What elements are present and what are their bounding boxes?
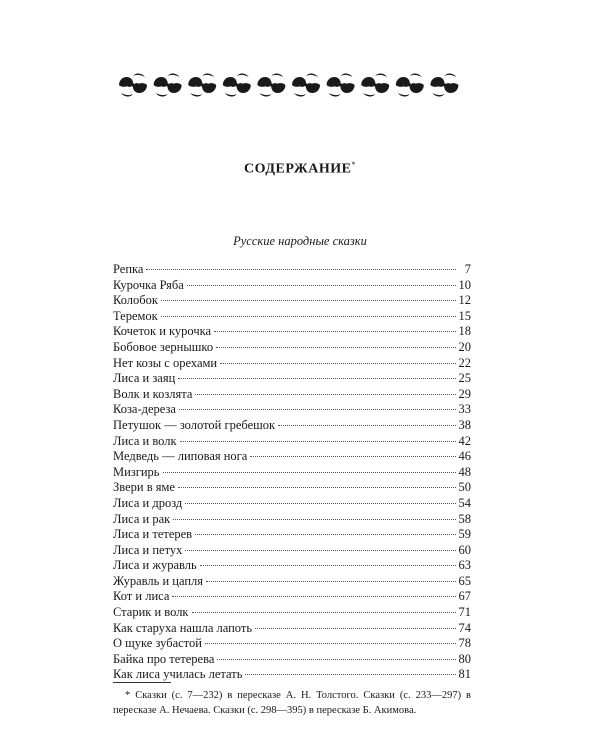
toc-entry-title: Лиса и петух (113, 542, 183, 557)
ornament-motif (396, 74, 424, 97)
toc-entry (113, 496, 471, 512)
toc-entry-title: Старик и волк (113, 605, 189, 620)
toc-entry (113, 340, 471, 356)
toc-entry-title: Лиса и рак (113, 511, 171, 526)
toc-leader-dots (179, 409, 456, 410)
footnote-separator (113, 682, 171, 683)
table-of-contents (113, 262, 471, 683)
toc-entry-title: Мизгирь (113, 464, 160, 479)
toc-entry-page: 48 (458, 464, 471, 479)
toc-leader-dots (146, 269, 456, 270)
ornament-motif (430, 74, 458, 97)
toc-entry-page: 12 (458, 293, 471, 308)
heading-text: СОДЕРЖАНИЕ (244, 161, 352, 177)
ornament-motif (119, 74, 147, 97)
toc-entry-page: 58 (458, 511, 471, 526)
toc-entry-title: Лиса и заяц (113, 371, 176, 386)
toc-entry (113, 589, 471, 605)
toc-entry (113, 605, 471, 621)
toc-leader-dots (173, 519, 455, 520)
toc-entry-title: Медведь — липовая нога (113, 449, 248, 464)
toc-entry-page: 74 (458, 620, 471, 635)
toc-entry-title: Петушок — золотой гребешок (113, 417, 276, 432)
toc-entry-page: 20 (458, 339, 471, 354)
toc-entry (113, 652, 471, 668)
toc-entry (113, 356, 471, 372)
toc-entry-page: 63 (458, 558, 471, 573)
toc-entry-page: 80 (458, 651, 471, 666)
toc-entry (113, 480, 471, 496)
toc-leader-dots (214, 331, 455, 332)
toc-entry-page: 33 (458, 402, 471, 417)
toc-entry-page: 59 (458, 527, 471, 542)
toc-entry (113, 621, 471, 637)
toc-entry-title: Бобовое зернышко (113, 339, 214, 354)
toc-leader-dots (220, 363, 455, 364)
ornament-motif (188, 74, 216, 97)
toc-entry-title: Кочеток и курочка (113, 324, 212, 339)
toc-leader-dots (185, 550, 455, 551)
toc-entry (113, 262, 471, 278)
section-title: Русские народные сказки (233, 234, 367, 248)
heading-footnote-mark: * (351, 160, 356, 169)
toc-entry (113, 636, 471, 652)
toc-leader-dots (163, 472, 456, 473)
toc-leader-dots (250, 456, 455, 457)
toc-entry-page: 78 (458, 636, 471, 651)
ornament-motif (257, 74, 285, 97)
toc-entry (113, 402, 471, 418)
toc-entry (113, 434, 471, 450)
toc-entry-title: Байка про тетерева (113, 651, 215, 666)
toc-leader-dots (206, 581, 455, 582)
toc-entry-title: Курочка Ряба (113, 277, 184, 292)
toc-leader-dots (205, 643, 456, 644)
ornament-motif (154, 74, 182, 97)
toc-leader-dots (216, 347, 455, 348)
toc-entry-title: О щуке зубастой (113, 636, 202, 651)
toc-entry-page: 7 (464, 262, 471, 276)
toc-entry (113, 574, 471, 590)
ornament-motif (327, 74, 355, 97)
toc-entry-page: 65 (458, 573, 471, 588)
toc-entry-title: Кот и лиса (113, 589, 170, 604)
toc-entry (113, 293, 471, 309)
toc-leader-dots (180, 441, 456, 442)
toc-entry (113, 278, 471, 294)
toc-entry-title: Лиса и журавль (113, 558, 197, 573)
toc-entry-page: 10 (458, 277, 471, 292)
toc-leader-dots (178, 378, 455, 379)
toc-entry-page: 50 (458, 480, 471, 495)
toc-leader-dots (195, 534, 455, 535)
toc-entry-title: Звери в яме (113, 480, 175, 495)
toc-entry-title: Нет козы с орехами (113, 355, 218, 370)
toc-entry (113, 527, 471, 543)
ornament-motif (361, 74, 389, 97)
toc-leader-dots (172, 596, 455, 597)
toc-leader-dots (278, 425, 455, 426)
toc-entry-title: Колобок (113, 293, 158, 308)
toc-leader-dots (161, 300, 456, 301)
toc-entry-title: Репка (113, 262, 144, 276)
toc-leader-dots (195, 394, 455, 395)
toc-entry (113, 512, 471, 528)
toc-leader-dots (192, 612, 456, 613)
decorative-ornament-band (113, 71, 465, 99)
toc-entry-page: 71 (458, 605, 471, 620)
toc-entry-page: 54 (458, 495, 471, 510)
toc-entry (113, 543, 471, 559)
toc-entry (113, 324, 471, 340)
toc-leader-dots (255, 628, 455, 629)
toc-entry-title: Лиса и волк (113, 433, 177, 448)
toc-entry-page: 29 (458, 386, 471, 401)
toc-entry (113, 667, 471, 683)
toc-entry-page: 67 (458, 589, 471, 604)
toc-entry-title: Как старуха нашла лапоть (113, 620, 253, 635)
toc-leader-dots (187, 285, 456, 286)
toc-entry-page: 15 (458, 308, 471, 323)
toc-entry (113, 418, 471, 434)
toc-entry-title: Журавль и цапля (113, 573, 204, 588)
toc-leader-dots (217, 659, 455, 660)
toc-leader-dots (185, 503, 455, 504)
toc-entry-page: 18 (458, 324, 471, 339)
footnote: * Сказки (с. 7—232) в пересказе А. Н. Толстого. Сказки (с. 233—297) в пересказе А. Нечаева. Сказки (с. 298—395) в пересказе Б. Акимова. (113, 690, 471, 716)
toc-entry (113, 309, 471, 325)
toc-entry-title: Лиса и тетерев (113, 527, 193, 542)
toc-entry-title: Волк и козлята (113, 386, 193, 401)
toc-entry-title: Как лиса училась летать (113, 667, 243, 682)
toc-entry-page: 42 (458, 433, 471, 448)
page-heading (0, 160, 600, 178)
toc-leader-dots (178, 487, 456, 488)
toc-entry-page: 25 (458, 371, 471, 386)
toc-leader-dots (245, 674, 455, 675)
toc-entry (113, 449, 471, 465)
toc-entry-page: 22 (458, 355, 471, 370)
toc-entry-page: 38 (458, 417, 471, 432)
toc-entry-title: Теремок (113, 308, 158, 323)
toc-leader-dots (200, 565, 456, 566)
toc-entry (113, 371, 471, 387)
ornament-motif (223, 74, 251, 97)
toc-entry-page: 81 (458, 667, 471, 682)
toc-entry-page: 46 (458, 449, 471, 464)
toc-entry-title: Лиса и дрозд (113, 495, 183, 510)
toc-entry-title: Коза-дереза (113, 402, 176, 417)
toc-entry-page: 60 (458, 542, 471, 557)
ornament-motif (292, 74, 320, 97)
toc-leader-dots (161, 316, 456, 317)
toc-entry (113, 465, 471, 481)
toc-entry (113, 558, 471, 574)
toc-entry (113, 387, 471, 403)
